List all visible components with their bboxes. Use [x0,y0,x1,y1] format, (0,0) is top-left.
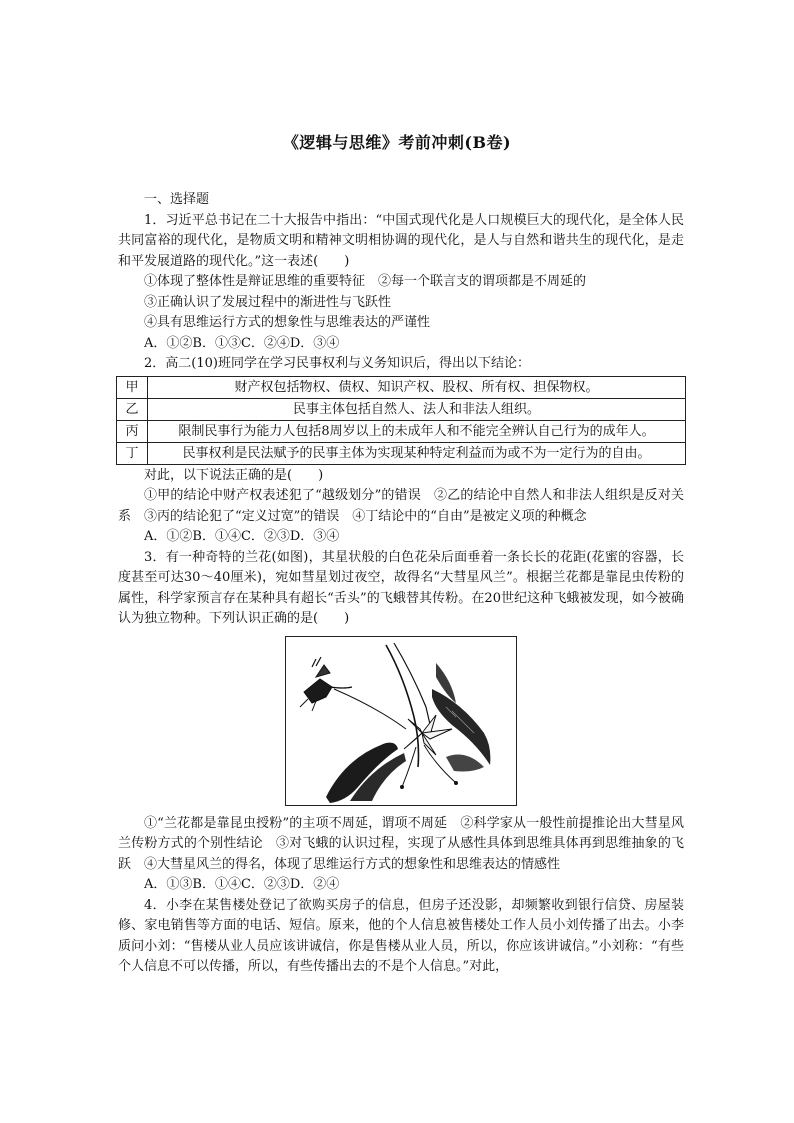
row-text: 民事权利是民法赋予的民事主体为实现某种特定利益而为或不为一定行为的自由。 [148,442,686,464]
row-text: 限制民事行为能力人包括8周岁以上的未成年人和不能完全辨认自己行为的成年人。 [148,420,686,442]
row-label: 丙 [117,420,148,442]
table-row [117,442,686,464]
question-1-options-line-3: ④具有思维运行方式的想象性与思维表达的严谨性 [144,315,431,330]
question-1-options-line-2: ③正确认识了发展过程中的渐进性与飞跃性 [144,294,392,310]
row-label: 甲 [117,376,148,398]
document-body [118,190,684,978]
question-1 [118,211,684,355]
question-2 [118,354,684,548]
row-text: 民事主体包括自然人、法人和非法人组织。 [148,398,686,420]
moth-icon [300,657,352,711]
table-row [117,420,686,442]
question-3-choices: A．①③B．①④C．②③D．②④ [144,877,340,892]
table-row [117,398,686,420]
question-3-stem: 3．有一种奇特的兰花(如图)，其星状般的白色花朵后面垂着一条长长的花距(花蜜的容器，长度甚至可达30～40厘米)，宛如彗星划过夜空，故得名“大彗星风兰”。根据兰花都是靠昆虫传粉的属性，科学家预言存在某种具有超长“舌头”的飞蛾替其传粉。在20世纪这种飞蛾被发现，如今被确认为独立物种。下列认识正确的是( ) [118,549,684,626]
row-label: 丁 [117,442,148,464]
question-2-prompt: 对此，以下说法正确的是( ) [144,467,324,483]
table-row [117,376,686,398]
page-title: 《逻辑与思维》考前冲刺(B卷) [282,133,512,152]
orchid-figure [285,636,517,806]
question-3 [118,548,684,896]
question-4 [118,896,684,978]
row-label: 乙 [117,398,148,420]
orchid-moth-illustration-icon [286,637,516,805]
conclusions-table [116,376,686,465]
question-2-choices: A．①②B．①④C．②③D．③④ [144,529,340,544]
question-1-choices: A．①②B．①③C．②④D．③④ [144,335,340,351]
row-text: 财产权包括物权、债权、知识产权、股权、所有权、担保物权。 [148,376,686,398]
question-3-options: ①“兰花都是靠昆虫授粉”的主项不周延，谓项不周延 ②科学家从一般性前提推论出大彗星风兰传粉方式的个别性结论 ③对飞蛾的认识过程，实现了从感性具体到思维具体再到思维抽象的飞跃 ④大彗星风兰的得名，体现了思维运行方式的想象性和思维表达的情感性 [118,815,684,872]
question-1-stem: 1．习近平总书记在二十大报告中指出：“中国式现代化是人口规模巨大的现代化，是全体人民共同富裕的现代化，是物质文明和精神文明相协调的现代化，是人与自然和谐共生的现代化，是走和平发展道路的现代化。”这一表述( ) [118,212,684,269]
question-4-stem: 4．小李在某售楼处登记了欲购买房子的信息，但房子还没影，却频繁收到银行信贷、房屋装修、家电销售等方面的电话、短信。原来，他的个人信息被售楼处工作人员小刘传播了出去。小李质问小刘：“售楼从业人员应该讲诚信，你是售楼从业人员，所以，你应该讲诚信。”小刘称：“有些个人信息不可以传播，所以，有些传播出去的不是个人信息。”对此， [118,897,684,974]
question-1-options-line-1: ①体现了整体性是辩证思维的重要特征 ②每一个联言支的谓项都是不周延的 [144,274,587,289]
question-2-options: ①甲的结论中财产权表述犯了“越级划分”的错误 ②乙的结论中自然人和非法人组织是反对关系 ③丙的结论犯了“定义过宽”的错误 ④丁结论中的“自由”是被定义项的种概念 [118,488,684,524]
question-2-stem: 2．高二(10)班同学在学习民事权利与义务知识后，得出以下结论： [144,356,530,371]
section-heading: 一、选择题 [144,192,210,207]
